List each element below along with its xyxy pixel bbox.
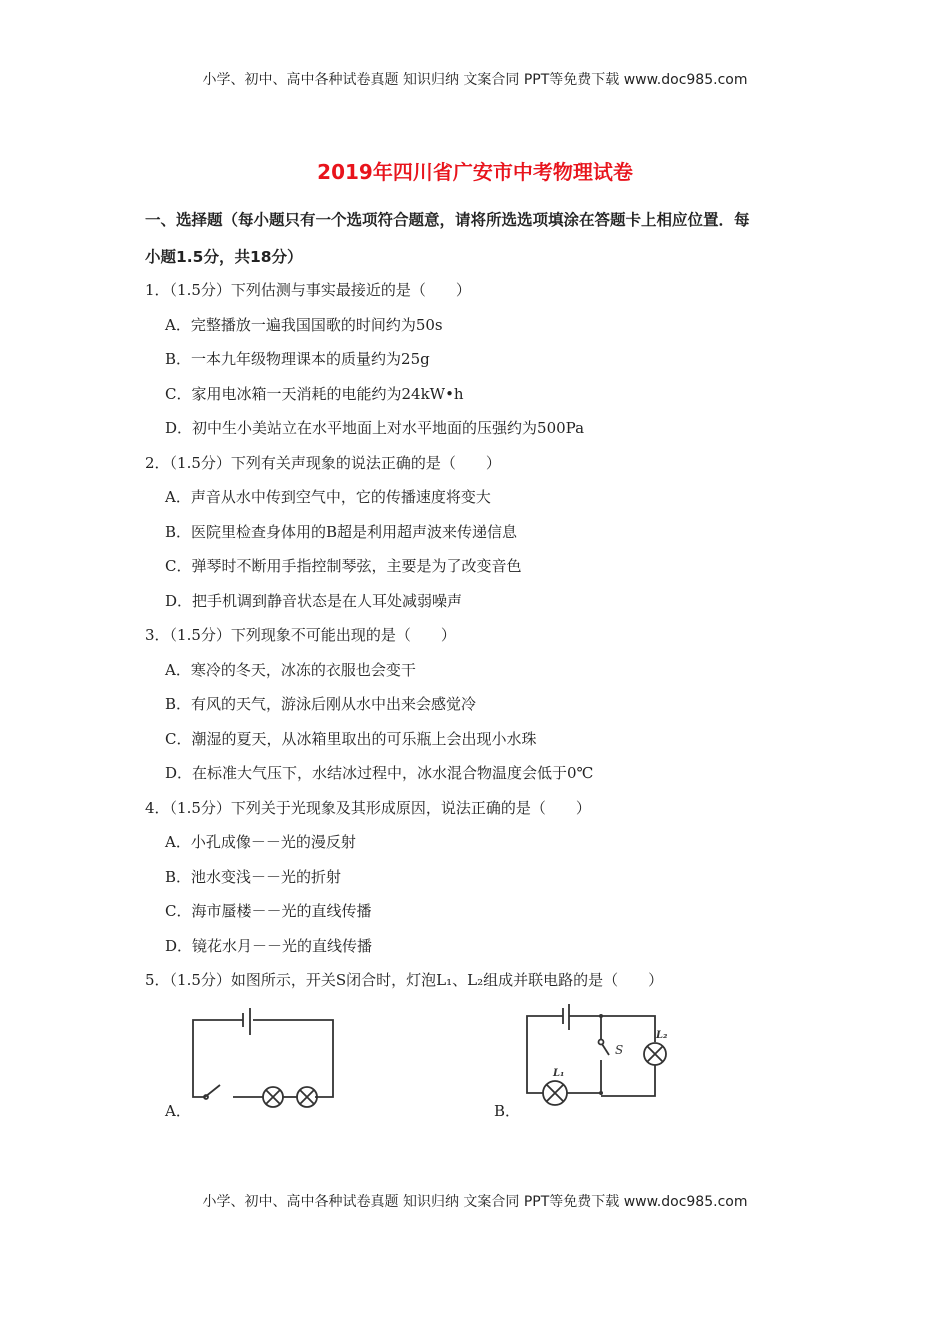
question-1-stem: 1．（1.5分）下列估测与事实最接近的是（ ） xyxy=(145,281,471,299)
figure-a-label: A． xyxy=(165,1102,191,1120)
question-2-option-d: D．把手机调到静音状态是在人耳处减弱噪声 xyxy=(165,591,463,610)
question-1-option-d: D．初中生小美站立在水平地面上对水平地面的压强约为500Pa xyxy=(165,419,585,437)
question-2-option-c: C．弹琴时不断用手指控制琴弦，主要是为了改变音色 xyxy=(165,557,522,575)
questions xyxy=(145,278,845,1003)
question-4-option-d: D．镜花水月－－光的直线传播 xyxy=(165,936,373,955)
section-heading-line1: 一、选择题（每小题只有一个选项符合题意，请将所选选项填涂在答题卡上相应位置．每 xyxy=(145,211,750,229)
question-5-stem: 5．（1.5分）如图所示，开关S闭合时，灯泡L₁、L₂组成并联电路的是（ ） xyxy=(145,971,664,989)
question-2-option-a: A．声音从水中传到空气中，它的传播速度将变大 xyxy=(165,488,491,506)
question-4-option-a: A．小孔成像－－光的漫反射 xyxy=(165,833,356,851)
question-2-stem: 2．（1.5分）下列有关声现象的说法正确的是（ ） xyxy=(145,453,501,472)
lamp-l2-label: L₂ xyxy=(656,1030,668,1041)
page-header: 小学、初中、高中各种试卷真题 知识归纳 文案合同 PPT等免费下载 www.doc985.com xyxy=(202,72,748,88)
page-title: 2019年四川省广安市中考物理试卷 xyxy=(317,160,633,184)
figure-b-label: B． xyxy=(494,1102,521,1120)
circuit-diagram-b xyxy=(515,1000,675,1110)
question-4-option-c: C．海市蜃楼－－光的直线传播 xyxy=(165,902,372,920)
page-footer: 小学、初中、高中各种试卷真题 知识归纳 文案合同 PPT等免费下载 www.doc985.com xyxy=(202,1194,748,1210)
question-2-option-b: B．医院里检查身体用的B超是利用超声波来传递信息 xyxy=(165,522,518,541)
question-3-option-d: D．在标准大气压下，水结冰过程中，冰水混合物温度会低于0℃ xyxy=(165,764,594,782)
question-3-stem: 3．（1.5分）下列现象不可能出现的是（ ） xyxy=(145,626,456,644)
question-4-stem: 4．（1.5分）下列关于光现象及其形成原因，说法正确的是（ ） xyxy=(145,798,591,817)
question-1-option-b: B．一本九年级物理课本的质量约为25g xyxy=(165,350,430,368)
question-3-option-a: A．寒冷的冬天，冰冻的衣服也会变干 xyxy=(165,660,416,679)
question-4-option-b: B．池水变浅－－光的折射 xyxy=(165,867,342,886)
section-heading-line2: 小题1.5分，共18分） xyxy=(145,248,303,266)
question-3-option-b: B．有风的天气，游泳后刚从水中出来会感觉冷 xyxy=(165,695,477,713)
question-1-option-c: C．家用电冰箱一天消耗的电能约为24kW•h xyxy=(165,384,464,403)
circuit-diagram-a xyxy=(185,1005,345,1110)
question-3-option-c: C．潮湿的夏天，从冰箱里取出的可乐瓶上会出现小水珠 xyxy=(165,729,537,748)
question-1-option-a: A．完整播放一遍我国国歌的时间约为50s xyxy=(165,315,443,334)
lamp-l1-label: L₁ xyxy=(553,1068,565,1079)
switch-s-label: S xyxy=(615,1043,624,1057)
